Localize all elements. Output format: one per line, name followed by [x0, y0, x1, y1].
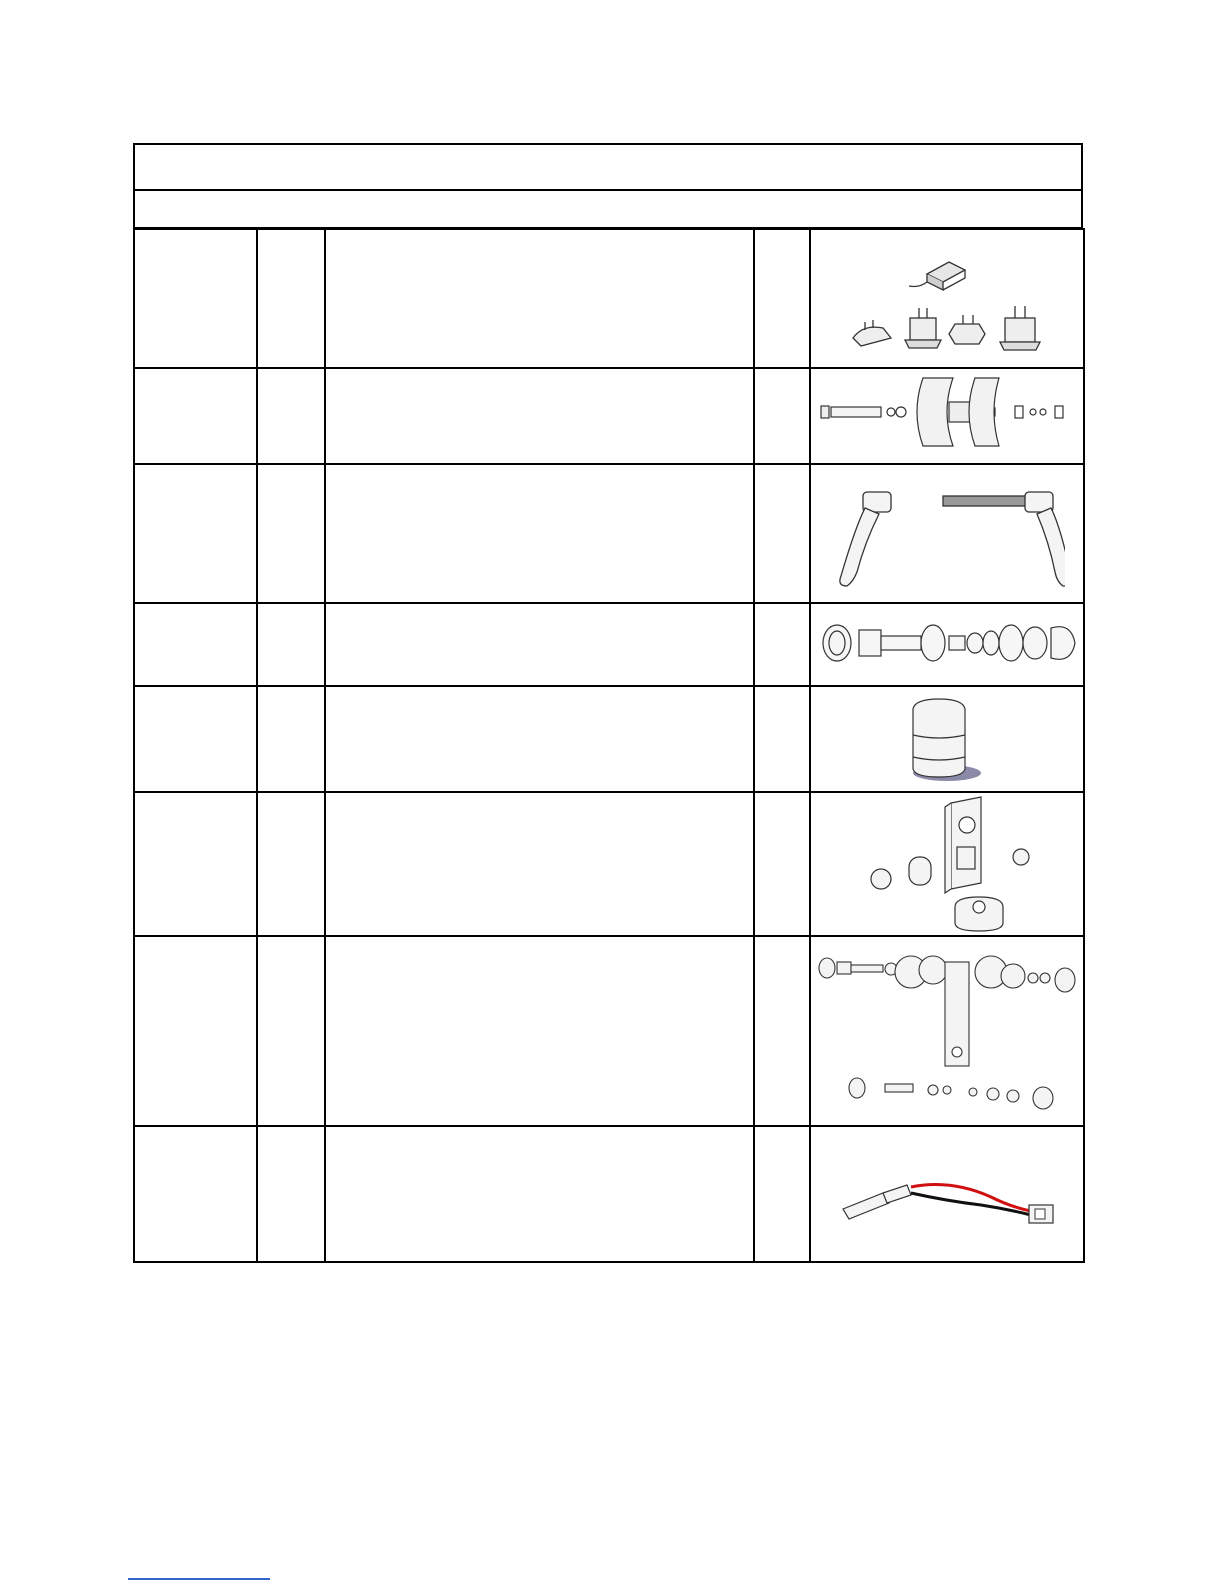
column-divider: [809, 230, 811, 1261]
row-divider: [135, 1125, 1083, 1127]
clevis-joint-assembly-icon: [855, 795, 1045, 933]
power-adapter-with-plugs-icon: [835, 238, 1075, 363]
column-divider: [753, 230, 755, 1261]
column-divider: [256, 230, 258, 1261]
linkage-hardware-kit-icon: [815, 942, 1080, 1120]
table-title-bar: [133, 143, 1083, 191]
cylindrical-knob-icon: [895, 695, 985, 785]
column-divider: [324, 230, 326, 1261]
row-divider: [135, 935, 1083, 937]
axle-assembly-exploded-icon: [815, 372, 1080, 457]
table-subtitle-bar: [133, 189, 1083, 229]
row-divider: [135, 791, 1083, 793]
row-divider: [135, 602, 1083, 604]
footer-link-underline[interactable]: [128, 1578, 270, 1580]
cable-connector-icon: [835, 1145, 1065, 1245]
parts-table: [133, 228, 1085, 1263]
clamping-lever-pair-icon: [835, 482, 1065, 592]
row-divider: [135, 463, 1083, 465]
row-divider: [135, 685, 1083, 687]
bolt-washer-set-icon: [815, 608, 1080, 678]
row-divider: [135, 367, 1083, 369]
